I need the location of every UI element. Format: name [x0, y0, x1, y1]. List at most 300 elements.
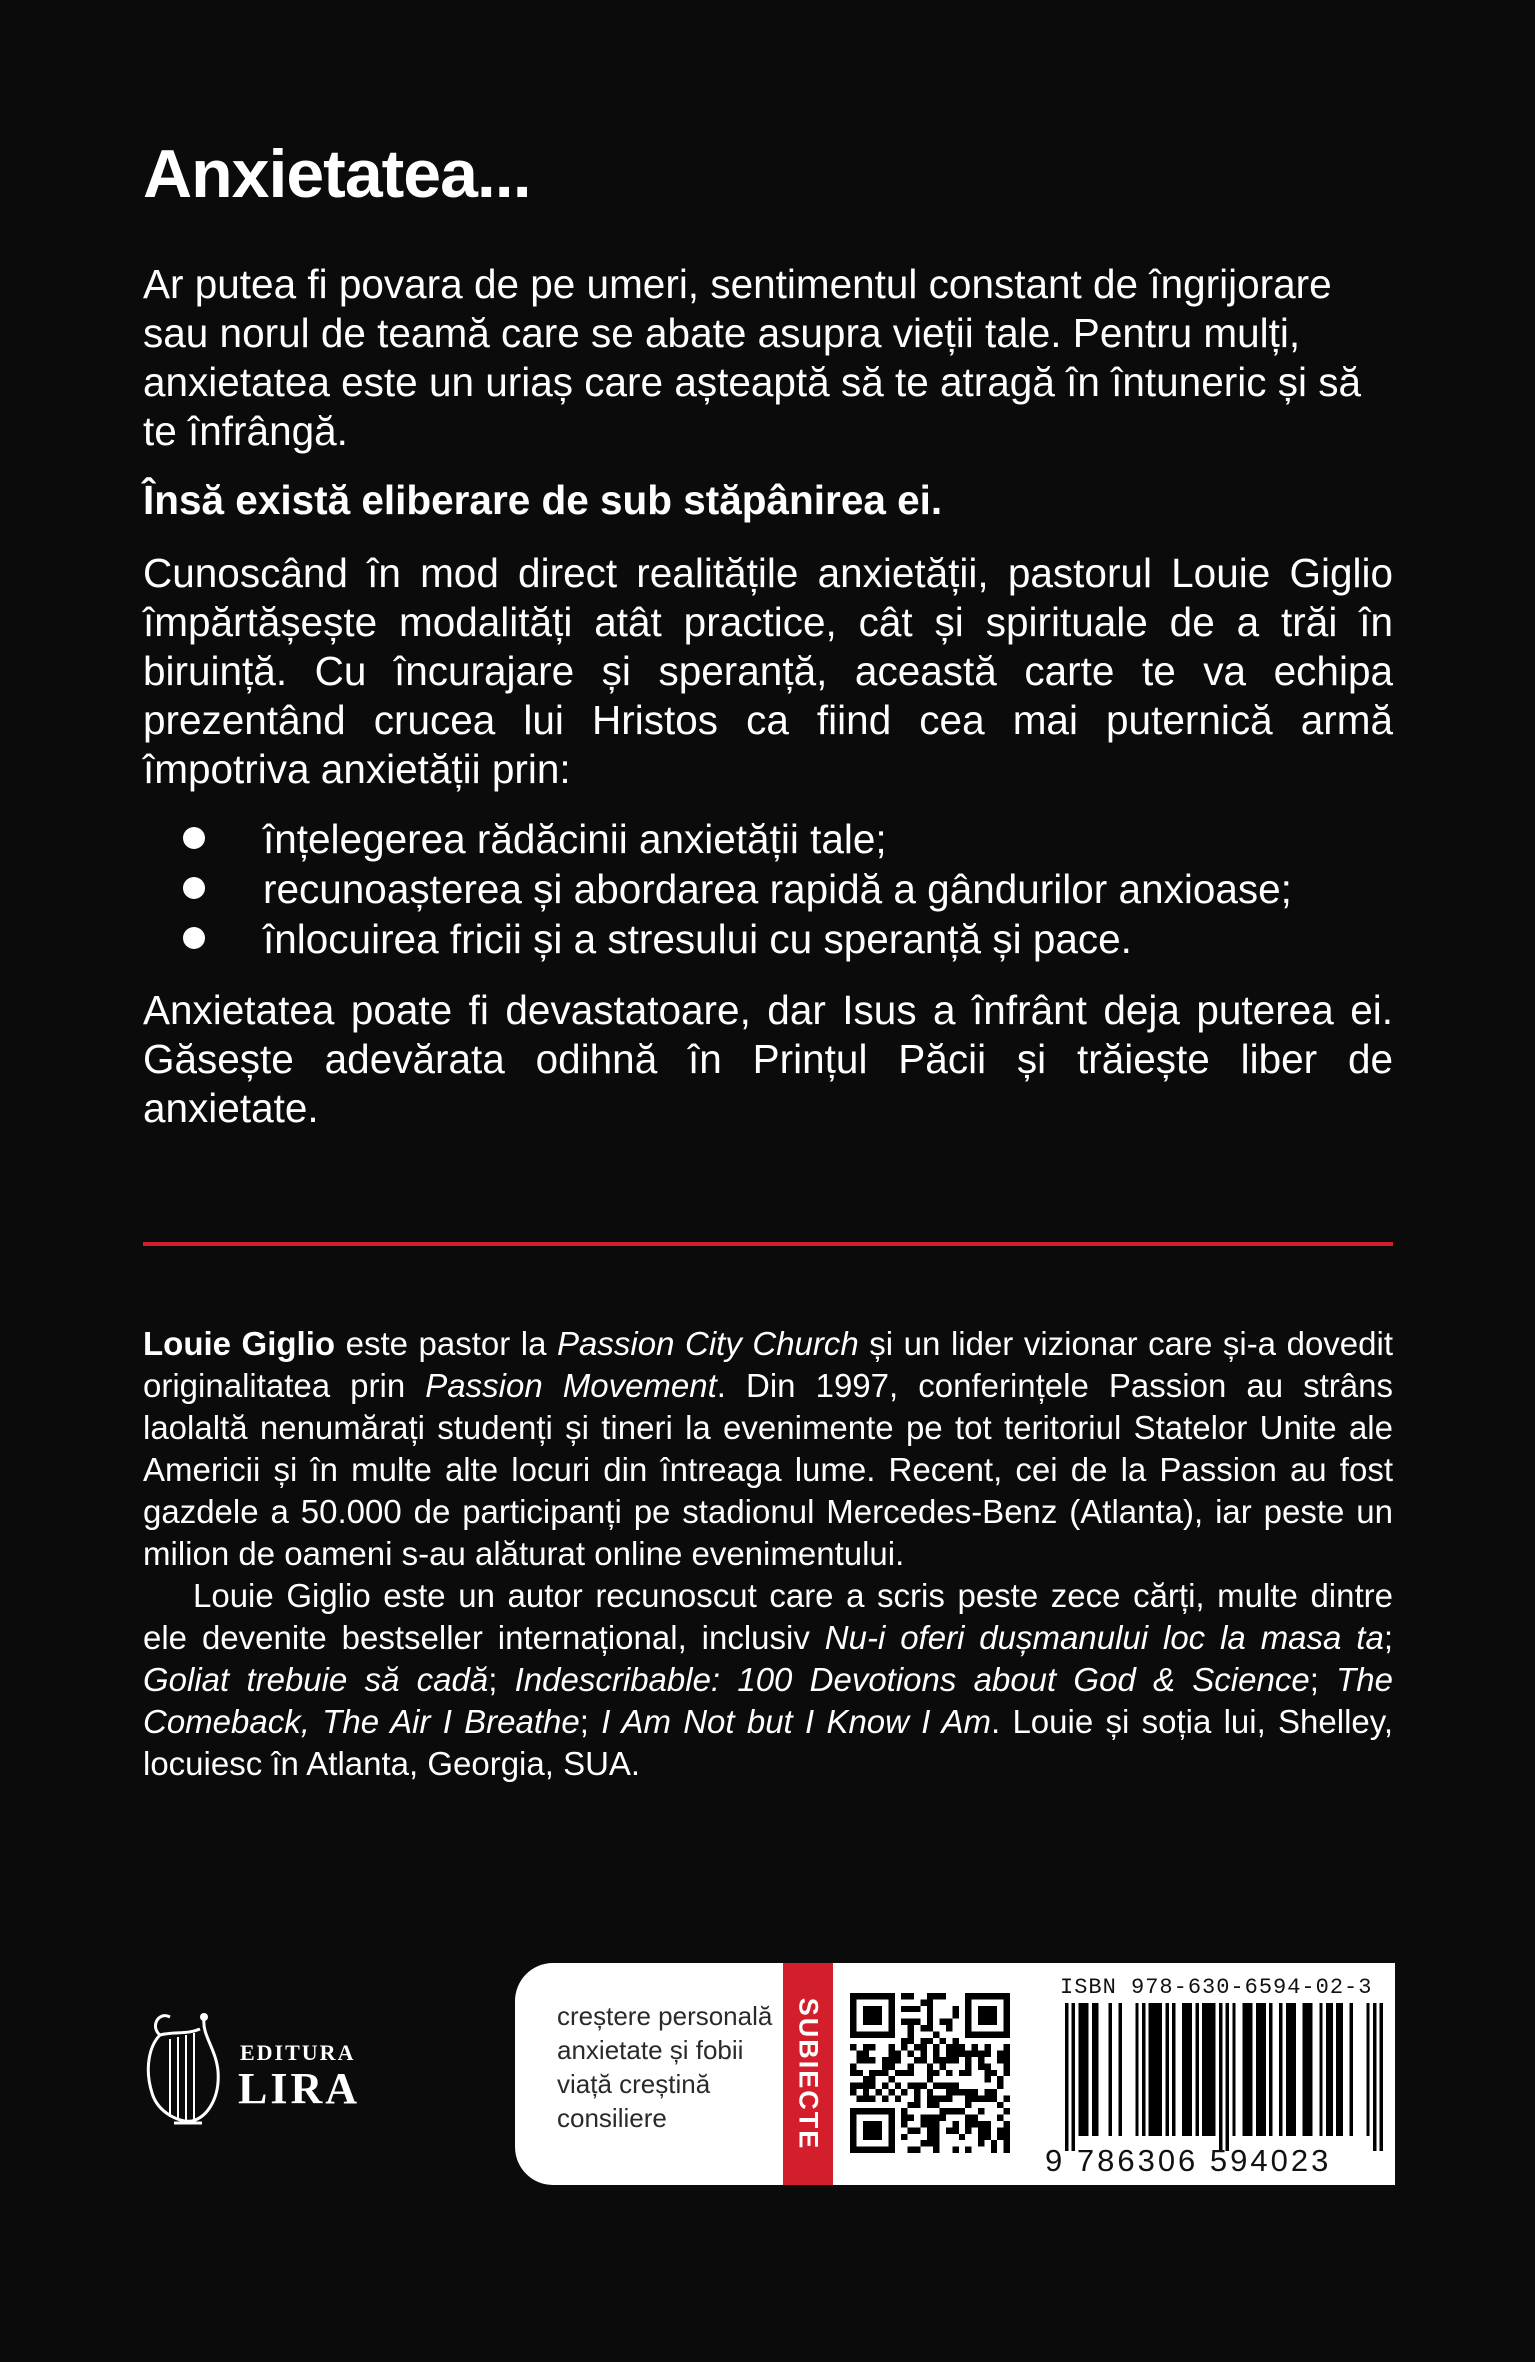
- qr-module: [863, 1993, 869, 1999]
- blurb-bold-statement: Însă există eliberare de sub stăpânirea ei.: [143, 477, 943, 523]
- qr-module: [984, 1993, 990, 1999]
- bullet-dot-icon: [183, 827, 205, 849]
- qr-module: [901, 2108, 907, 2114]
- qr-module: [984, 2012, 990, 2018]
- separator: ;: [1383, 1619, 1393, 1656]
- qr-module: [863, 2076, 869, 2082]
- qr-module: [997, 2083, 1003, 2089]
- qr-module: [901, 2134, 907, 2140]
- qr-module: [933, 2134, 939, 2140]
- qr-module: [933, 2140, 939, 2146]
- qr-module: [978, 2057, 984, 2063]
- qr-module: [876, 2147, 882, 2153]
- publisher-label: EDITURA: [240, 2040, 356, 2065]
- barcode-bar: [1155, 2003, 1158, 2136]
- qr-module: [984, 2089, 990, 2095]
- qr-module: [908, 2083, 914, 2089]
- qr-module: [856, 2083, 862, 2089]
- qr-module: [901, 2006, 907, 2012]
- qr-module: [952, 2127, 958, 2133]
- bullet-dot-icon: [183, 877, 205, 899]
- qr-module: [952, 2051, 958, 2057]
- qr-module: [914, 2057, 920, 2063]
- bullet-dot-icon: [183, 927, 205, 949]
- qr-module: [946, 2070, 952, 2076]
- qr-module: [927, 2134, 933, 2140]
- book-title: Goliat trebuie să cadă: [143, 1661, 489, 1698]
- barcode-bar: [1232, 2003, 1235, 2136]
- qr-module: [908, 2038, 914, 2044]
- qr-module: [952, 2038, 958, 2044]
- qr-module: [997, 2127, 1003, 2133]
- qr-module: [965, 2147, 971, 2153]
- barcode-bar: [1293, 2003, 1296, 2136]
- qr-module: [850, 2044, 856, 2050]
- qr-module: [1004, 2025, 1010, 2031]
- barcode-bar: [1142, 2003, 1145, 2136]
- qr-module: [965, 2057, 971, 2063]
- qr-module: [850, 2134, 856, 2140]
- qr-module: [863, 2051, 869, 2057]
- qr-module: [895, 2051, 901, 2057]
- qr-module: [895, 2095, 901, 2101]
- barcode-bar: [1165, 2003, 1168, 2136]
- barcode-bar: [1326, 2003, 1329, 2136]
- qr-module: [940, 2095, 946, 2101]
- qr-module: [927, 2127, 933, 2133]
- qr-module: [908, 2147, 914, 2153]
- qr-module: [1004, 2031, 1010, 2037]
- qr-module: [895, 2070, 901, 2076]
- qr-module: [920, 2057, 926, 2063]
- qr-module: [965, 2121, 971, 2127]
- qr-module: [869, 2127, 875, 2133]
- qr-module: [914, 2102, 920, 2108]
- qr-module: [933, 2083, 939, 2089]
- qr-module: [888, 2031, 894, 2037]
- qr-module: [888, 2115, 894, 2121]
- barcode-bar: [1072, 2003, 1075, 2151]
- barcode-bar: [1209, 2003, 1212, 2136]
- qr-module: [1004, 2012, 1010, 2018]
- qr-module: [901, 2044, 907, 2050]
- qr-module: [876, 2134, 882, 2140]
- barcode-bar: [1226, 2003, 1229, 2151]
- qr-module: [920, 2083, 926, 2089]
- barcode-bar: [1219, 2003, 1222, 2151]
- qr-module: [927, 2006, 933, 2012]
- qr-module: [876, 2031, 882, 2037]
- qr-module: [952, 2121, 958, 2127]
- qr-module: [984, 2127, 990, 2133]
- qr-module: [869, 2012, 875, 2018]
- qr-module: [1004, 2019, 1010, 2025]
- qr-module: [933, 2147, 939, 2153]
- qr-module: [888, 2006, 894, 2012]
- qr-module: [984, 2076, 990, 2082]
- qr-module: [984, 2134, 990, 2140]
- qr-module: [914, 2019, 920, 2025]
- qr-module: [1004, 2063, 1010, 2069]
- qr-module: [972, 2115, 978, 2121]
- qr-module: [927, 2038, 933, 2044]
- qr-module: [1004, 2127, 1010, 2133]
- qr-module: [965, 2127, 971, 2133]
- publisher-logo: [140, 2005, 400, 2135]
- qr-module: [888, 2044, 894, 2050]
- qr-module: [850, 2115, 856, 2121]
- qr-module: [850, 2025, 856, 2031]
- qr-module: [972, 2031, 978, 2037]
- qr-module: [888, 2134, 894, 2140]
- publisher-name: LIRA: [238, 2064, 361, 2113]
- qr-module: [863, 2057, 869, 2063]
- qr-module: [882, 2057, 888, 2063]
- qr-module: [997, 1993, 1003, 1999]
- qr-module: [972, 2051, 978, 2057]
- qr-module: [927, 2076, 933, 2082]
- qr-module: [876, 2089, 882, 2095]
- qr-module: [991, 2012, 997, 2018]
- qr-module: [869, 2121, 875, 2127]
- qr-module: [908, 2051, 914, 2057]
- qr-module: [965, 2012, 971, 2018]
- qr-module: [927, 2019, 933, 2025]
- qr-module: [888, 2019, 894, 2025]
- qr-module: [959, 2070, 965, 2076]
- qr-module: [978, 2140, 984, 2146]
- qr-module: [984, 2051, 990, 2057]
- qr-module: [946, 2108, 952, 2114]
- qr-module: [984, 2031, 990, 2037]
- qr-module: [952, 2108, 958, 2114]
- qr-module: [978, 1993, 984, 1999]
- qr-module: [895, 2057, 901, 2063]
- qr-module: [965, 2070, 971, 2076]
- qr-module: [850, 1999, 856, 2005]
- qr-module: [920, 2140, 926, 2146]
- barcode-bar: [1172, 2003, 1175, 2136]
- qr-module: [901, 2038, 907, 2044]
- qr-module: [991, 2089, 997, 2095]
- qr-module: [965, 2006, 971, 2012]
- bio-paragraph-1: [143, 1323, 1393, 1575]
- qr-module: [933, 2095, 939, 2101]
- qr-module: [908, 2070, 914, 2076]
- barcode-bar: [1202, 2003, 1205, 2136]
- qr-module: [952, 2057, 958, 2063]
- barcode-bar: [1196, 2003, 1199, 2136]
- qr-module: [978, 2127, 984, 2133]
- qr-module: [882, 2095, 888, 2101]
- qr-module: [927, 2025, 933, 2031]
- book-title: The Comeback, The Air I Breathe: [143, 1661, 1393, 1740]
- qr-module: [863, 2095, 869, 2101]
- qr-module: [908, 2115, 914, 2121]
- qr-module: [972, 2095, 978, 2101]
- barcode-bar: [1109, 2003, 1112, 2136]
- qr-module: [997, 2057, 1003, 2063]
- qr-module: [888, 1999, 894, 2005]
- qr-module: [927, 2063, 933, 2069]
- bio-paragraph-2: [143, 1575, 1393, 1785]
- bullet-item: [183, 814, 1393, 864]
- qr-code-icon: [850, 1993, 1010, 2153]
- qr-module: [901, 1993, 907, 1999]
- qr-module: [869, 2044, 875, 2050]
- qr-module: [991, 2006, 997, 2012]
- qr-module: [888, 2108, 894, 2114]
- qr-module: [1004, 2051, 1010, 2057]
- barcode-bar: [1182, 2003, 1185, 2136]
- subjects-tag: [783, 1963, 833, 2185]
- qr-module: [876, 2019, 882, 2025]
- cover-blurb: [143, 260, 1393, 1153]
- qr-module: [888, 2076, 894, 2082]
- qr-module: [991, 2019, 997, 2025]
- barcode-bar: [1078, 2003, 1081, 2136]
- qr-module: [927, 2115, 933, 2121]
- qr-module: [850, 2031, 856, 2037]
- qr-module: [933, 2051, 939, 2057]
- qr-module: [895, 2083, 901, 2089]
- barcode-bar: [1242, 2003, 1245, 2136]
- qr-module: [888, 2051, 894, 2057]
- qr-module: [1004, 1999, 1010, 2005]
- barcode-bar: [1306, 2003, 1309, 2136]
- qr-module: [1004, 2006, 1010, 2012]
- qr-module: [946, 2083, 952, 2089]
- barcode-bar: [1350, 2003, 1353, 2136]
- qr-module: [940, 2083, 946, 2089]
- qr-module: [927, 2140, 933, 2146]
- qr-module: [1004, 2057, 1010, 2063]
- qr-module: [901, 2089, 907, 2095]
- qr-module: [863, 2031, 869, 2037]
- qr-module: [863, 2044, 869, 2050]
- bio-text: Louie Giglio este un autor recunoscut care a scris peste zece cărți, multe dintre ele devenite bestseller internațional, inclusiv: [143, 1577, 1393, 1656]
- barcode-bar: [1286, 2003, 1289, 2136]
- ean-digits: 9 786306 594023: [1045, 2143, 1332, 2178]
- qr-module: [850, 2012, 856, 2018]
- qr-module: [888, 2063, 894, 2069]
- qr-module: [863, 2108, 869, 2114]
- qr-module: [952, 2089, 958, 2095]
- qr-module: [978, 2121, 984, 2127]
- bullet-text: înțelegerea rădăcinii anxietății tale;: [263, 816, 887, 862]
- qr-module: [978, 2031, 984, 2037]
- barcode-bar: [1289, 2003, 1292, 2136]
- qr-module: [876, 2121, 882, 2127]
- qr-module: [869, 2095, 875, 2101]
- qr-module: [959, 2108, 965, 2114]
- qr-module: [940, 2038, 946, 2044]
- qr-module: [888, 2127, 894, 2133]
- qr-module: [959, 2089, 965, 2095]
- barcode-bar: [1152, 2003, 1155, 2136]
- church-name: Passion City Church: [557, 1325, 859, 1362]
- qr-module: [978, 2051, 984, 2057]
- barcode-bar: [1279, 2003, 1282, 2136]
- qr-module: [972, 1993, 978, 1999]
- qr-module: [863, 2127, 869, 2133]
- qr-module: [914, 2044, 920, 2050]
- barcode-bar: [1246, 2003, 1249, 2136]
- qr-module: [959, 2044, 965, 2050]
- barcode-bar: [1206, 2003, 1209, 2136]
- barcode-bar: [1329, 2003, 1332, 2136]
- separator: ;: [488, 1661, 515, 1698]
- barcode-bar: [1082, 2003, 1085, 2136]
- qr-module: [882, 2070, 888, 2076]
- qr-module: [952, 2083, 958, 2089]
- qr-module: [869, 1993, 875, 1999]
- qr-module: [850, 2140, 856, 2146]
- barcode-bar: [1336, 2003, 1339, 2136]
- qr-module: [946, 2025, 952, 2031]
- qr-module: [882, 2147, 888, 2153]
- qr-module: [863, 2006, 869, 2012]
- qr-module: [850, 2108, 856, 2114]
- qr-module: [920, 2115, 926, 2121]
- barcode-bar: [1309, 2003, 1312, 2136]
- qr-module: [888, 1993, 894, 1999]
- qr-module: [946, 2057, 952, 2063]
- qr-module: [984, 2019, 990, 2025]
- qr-module: [908, 2031, 914, 2037]
- barcode-bar: [1186, 2003, 1189, 2136]
- qr-module: [856, 2051, 862, 2057]
- qr-module: [965, 2051, 971, 2057]
- qr-module: [972, 2044, 978, 2050]
- qr-module: [1004, 2108, 1010, 2114]
- qr-module: [1004, 2095, 1010, 2101]
- subjects-list: [557, 1999, 772, 2135]
- qr-module: [882, 2063, 888, 2069]
- qr-module: [933, 2057, 939, 2063]
- lyre-icon: [140, 2005, 236, 2135]
- subject-item: creștere personală: [557, 2001, 773, 2031]
- bullet-item: [183, 914, 1393, 964]
- qr-module: [888, 2089, 894, 2095]
- qr-module: [927, 2095, 933, 2101]
- qr-module: [888, 2140, 894, 2146]
- qr-module: [940, 2115, 946, 2121]
- qr-module: [901, 2115, 907, 2121]
- qr-module: [869, 2108, 875, 2114]
- qr-module: [908, 1993, 914, 1999]
- qr-module: [927, 2012, 933, 2018]
- qr-module: [940, 2019, 946, 2025]
- qr-module: [869, 2083, 875, 2089]
- barcode-bar: [1065, 2003, 1068, 2151]
- qr-module: [863, 2134, 869, 2140]
- qr-module: [997, 2115, 1003, 2121]
- qr-module: [856, 2057, 862, 2063]
- qr-module: [1004, 2140, 1010, 2146]
- qr-module: [978, 2063, 984, 2069]
- qr-module: [965, 1993, 971, 1999]
- qr-module: [965, 2102, 971, 2108]
- qr-module: [888, 2121, 894, 2127]
- qr-module: [933, 1993, 939, 1999]
- qr-module: [869, 2076, 875, 2082]
- bio-text: și un lider vizionar care și-a dovedit originalitatea prin: [143, 1325, 1393, 1404]
- qr-module: [997, 2134, 1003, 2140]
- qr-module: [972, 2121, 978, 2127]
- qr-module: [1004, 1993, 1010, 1999]
- barcode-bar: [1149, 2003, 1152, 2136]
- qr-module: [869, 2070, 875, 2076]
- qr-module: [933, 2102, 939, 2108]
- qr-module: [869, 2006, 875, 2012]
- qr-module: [946, 2095, 952, 2101]
- qr-module: [908, 2102, 914, 2108]
- qr-module: [876, 2070, 882, 2076]
- qr-module: [997, 2051, 1003, 2057]
- barcode-bar: [1085, 2003, 1088, 2136]
- barcode-bar: [1212, 2003, 1215, 2136]
- qr-module: [850, 2083, 856, 2089]
- qr-module: [927, 1999, 933, 2005]
- qr-module: [940, 2057, 946, 2063]
- qr-module: [959, 2134, 965, 2140]
- qr-module: [984, 2070, 990, 2076]
- qr-module: [952, 2012, 958, 2018]
- bio-text: . Louie și soția lui, Shelley, locuiesc în Atlanta, Georgia, SUA.: [143, 1703, 1393, 1782]
- qr-module: [946, 2044, 952, 2050]
- bullet-text: recunoașterea și abordarea rapidă a gândurilor anxioase;: [263, 866, 1292, 912]
- qr-module: [882, 1993, 888, 1999]
- qr-module: [850, 2089, 856, 2095]
- qr-module: [965, 2025, 971, 2031]
- qr-module: [876, 1993, 882, 1999]
- qr-module: [952, 2147, 958, 2153]
- qr-module: [914, 2127, 920, 2133]
- qr-module: [1004, 2121, 1010, 2127]
- barcode-bar: [1189, 2003, 1192, 2136]
- qr-module: [901, 2121, 907, 2127]
- cover-heading: Anxietatea...: [143, 136, 531, 212]
- book-title: I Am Not but I Know I Am: [601, 1703, 991, 1740]
- barcode-bar: [1380, 2003, 1383, 2151]
- bio-text: este pastor la: [335, 1325, 558, 1362]
- qr-module: [863, 2019, 869, 2025]
- barcode-bar: [1303, 2003, 1306, 2136]
- qr-module: [901, 2070, 907, 2076]
- qr-module: [876, 2006, 882, 2012]
- qr-module: [978, 2019, 984, 2025]
- qr-module: [914, 2089, 920, 2095]
- qr-module: [888, 2025, 894, 2031]
- barcode-bar: [1135, 2003, 1138, 2136]
- qr-module: [888, 2057, 894, 2063]
- qr-module: [940, 2108, 946, 2114]
- qr-module: [965, 2063, 971, 2069]
- qr-module: [952, 2006, 958, 2012]
- qr-module: [933, 2044, 939, 2050]
- qr-module: [933, 2121, 939, 2127]
- qr-module: [933, 2070, 939, 2076]
- qr-module: [978, 2012, 984, 2018]
- qr-module: [850, 2006, 856, 2012]
- qr-module: [863, 2121, 869, 2127]
- barcode-bar: [1249, 2003, 1252, 2136]
- qr-module: [876, 2012, 882, 2018]
- qr-module: [933, 2115, 939, 2121]
- qr-module: [914, 2147, 920, 2153]
- author-name: Louie Giglio: [143, 1325, 336, 1362]
